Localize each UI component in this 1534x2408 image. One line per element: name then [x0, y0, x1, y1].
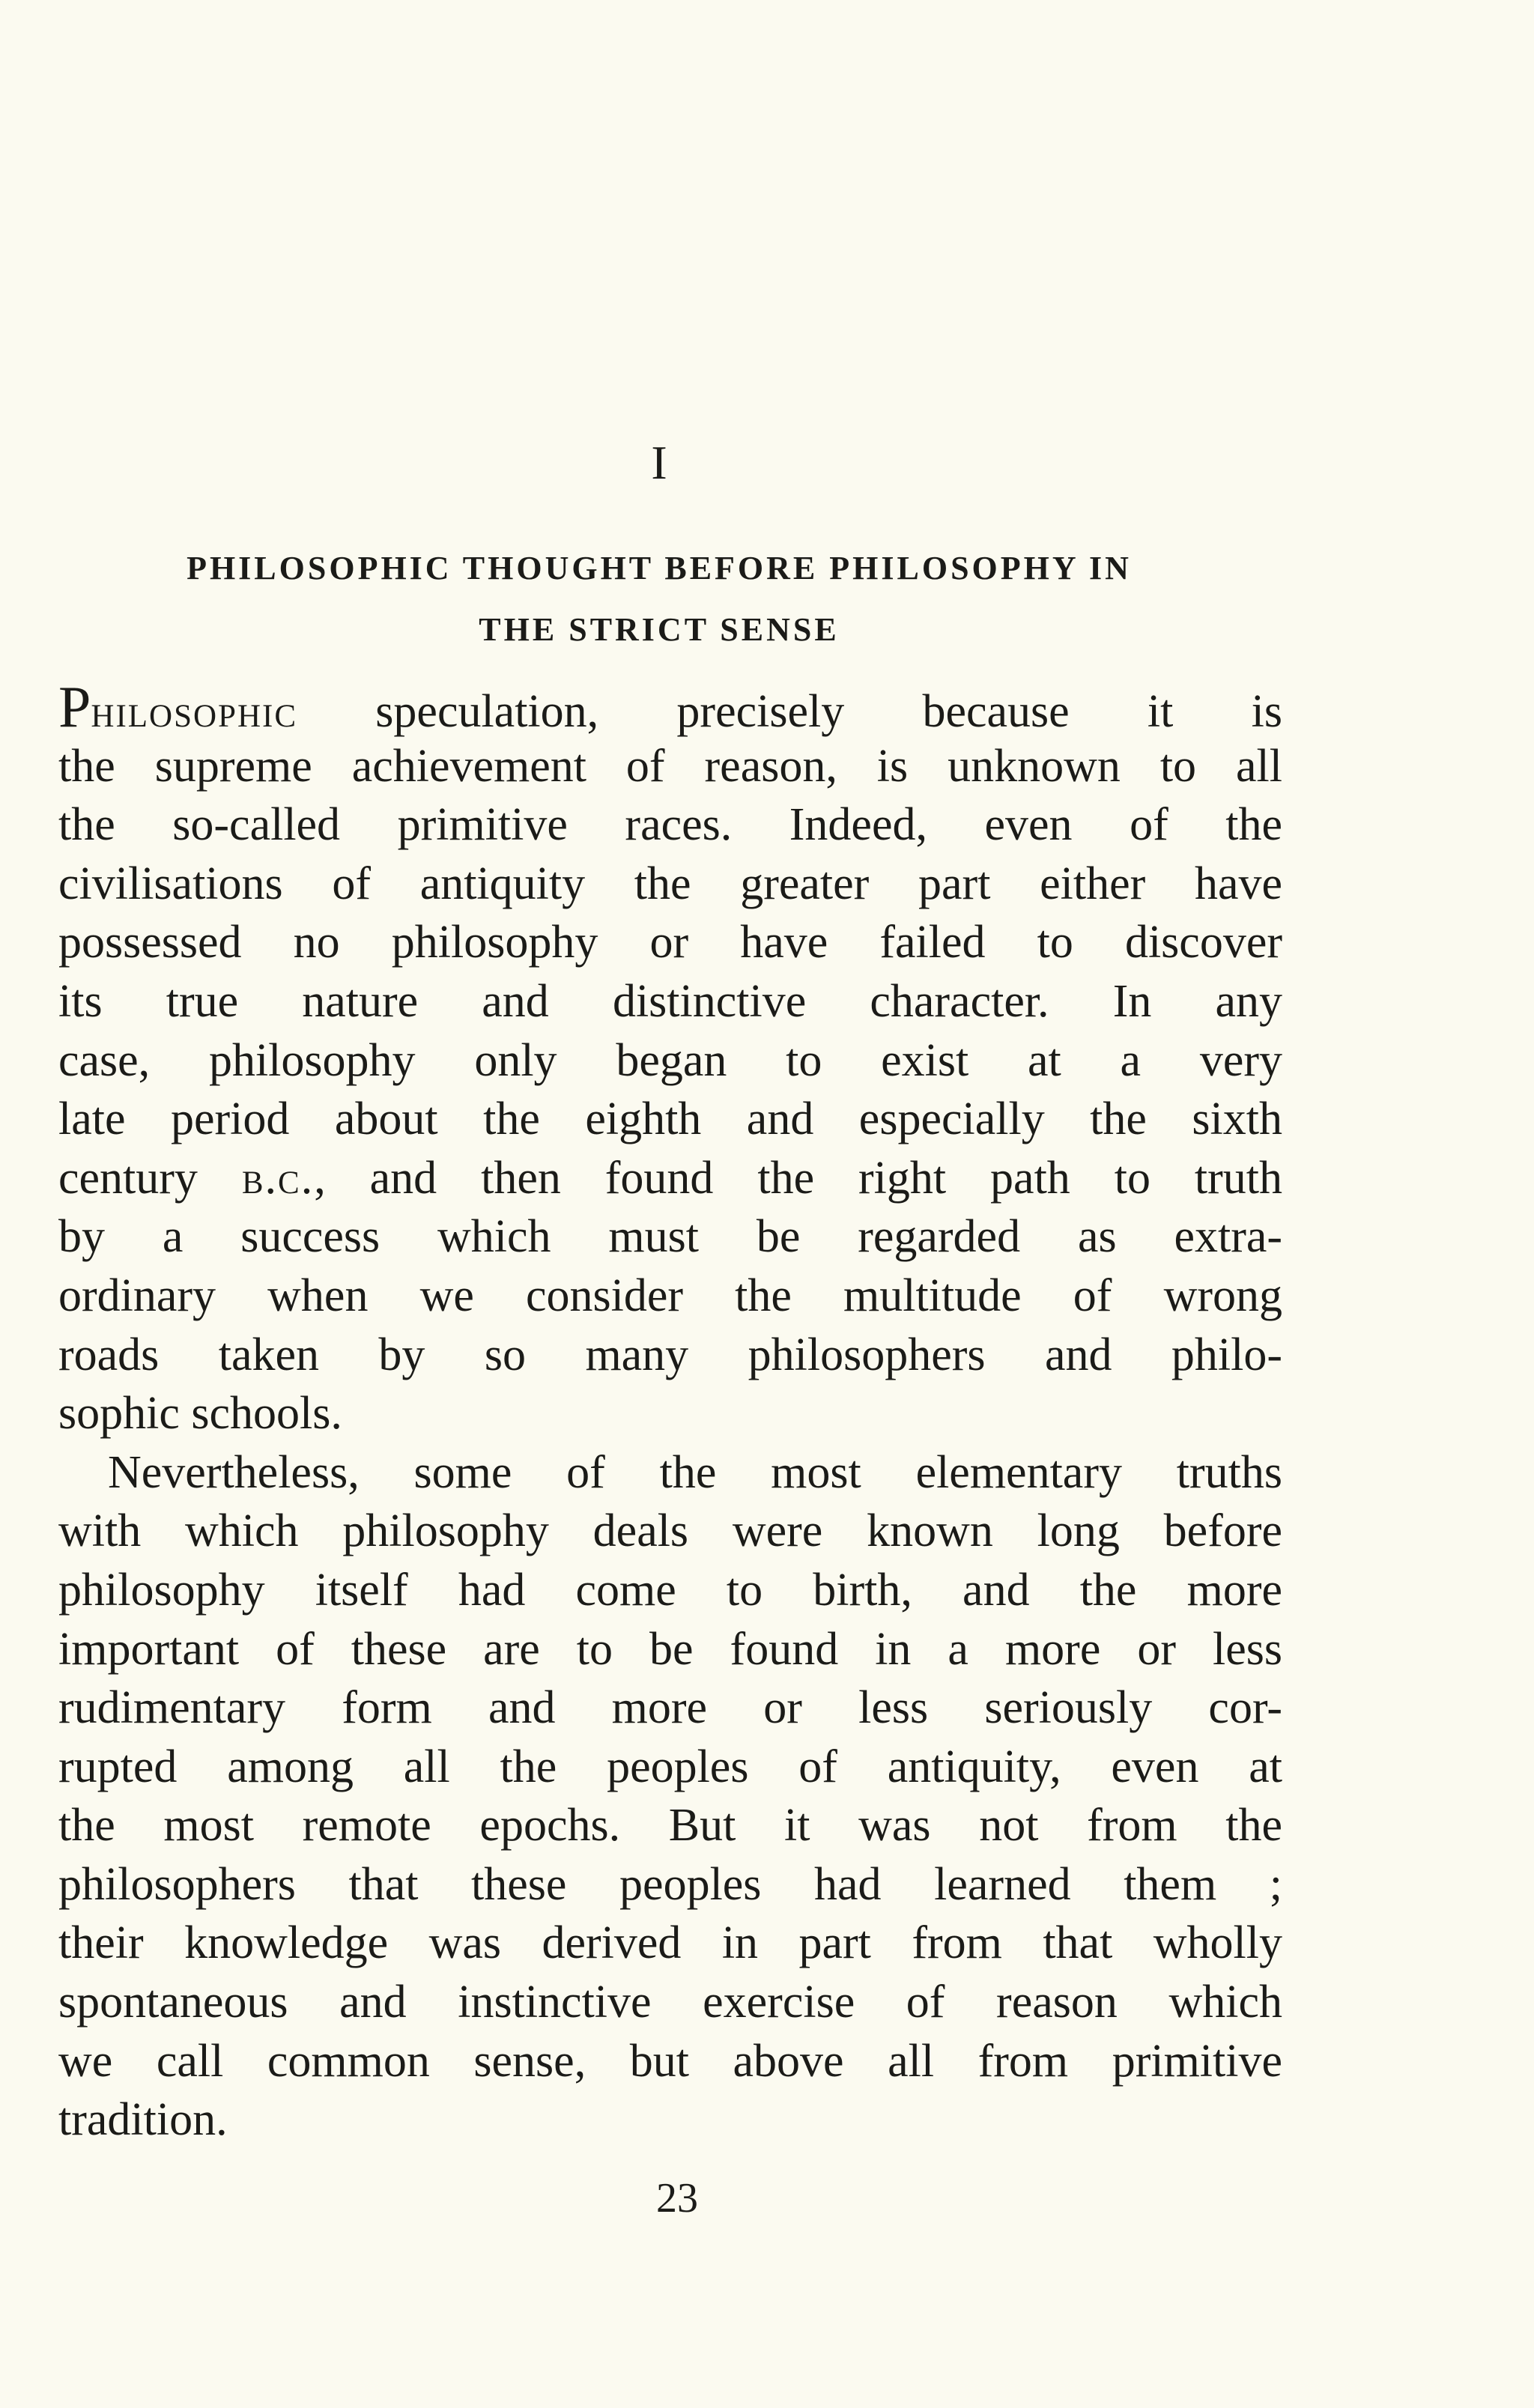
text-line: Philosophic speculation, precisely because it is [58, 674, 1282, 739]
text-line: rudimentary form and more or less seriously cor- [58, 1682, 1282, 1734]
text-line: we call common sense, but above all from primitive [58, 2035, 1282, 2087]
text-line: ordinary when we consider the multitude of wrong [58, 1270, 1282, 1321]
text-line: with which philosophy deals were known long before [58, 1505, 1282, 1557]
chapter-title [90, 538, 1228, 661]
text-line: important of these are to be found in a more or less [58, 1623, 1282, 1675]
small-caps-abbreviation: b.c. [241, 1152, 315, 1204]
text-line: case, philosophy only began to exist at a very [58, 1034, 1282, 1086]
text-line: by a success which must be regarded as extra- [58, 1211, 1282, 1263]
chapter-title-line: THE STRICT SENSE [479, 611, 840, 648]
text-line: spontaneous and instinctive exercise of reason which [58, 1977, 1282, 2028]
text-line: roads taken by so many philosophers and philo- [58, 1329, 1282, 1380]
text-line: century b.c., and then found the right path to truth [58, 1152, 1282, 1204]
text-line: philosophers that these peoples had learned them ; [58, 1858, 1282, 1910]
text-line: its true nature and distinctive character. In any [58, 975, 1282, 1027]
text-line: their knowledge was derived in part from that wholly [58, 1917, 1282, 1969]
text-line: rupted among all the peoples of antiquity, even at [58, 1741, 1282, 1792]
body-text [58, 674, 1282, 2150]
text-line: civilisations of antiquity the greater part either have [58, 858, 1282, 909]
small-caps-word: hilosophic [91, 686, 298, 737]
text-line: tradition. [58, 2094, 228, 2146]
text-line: philosophy itself had come to birth, and the more [58, 1564, 1282, 1616]
drop-capital: P [58, 674, 91, 739]
text-line: the so-called primitive races. Indeed, even of the [58, 799, 1282, 851]
text-line: possessed no philosophy or have failed to discover [58, 917, 1282, 968]
text-line: sophic schools. [58, 1388, 342, 1440]
page-number: 23 [656, 2175, 698, 2222]
chapter-number: I [651, 436, 667, 489]
text-line: the supreme achievement of reason, is unknown to all [58, 740, 1282, 792]
text-line: Nevertheless, some of the most elementary truths [108, 1446, 1282, 1498]
chapter-title-line: PHILOSOPHIC THOUGHT BEFORE PHILOSOPHY IN [187, 550, 1132, 586]
text-line: late period about the eighth and especially the sixth [58, 1094, 1282, 1145]
text-line: the most remote epochs. But it was not from the [58, 1800, 1282, 1852]
